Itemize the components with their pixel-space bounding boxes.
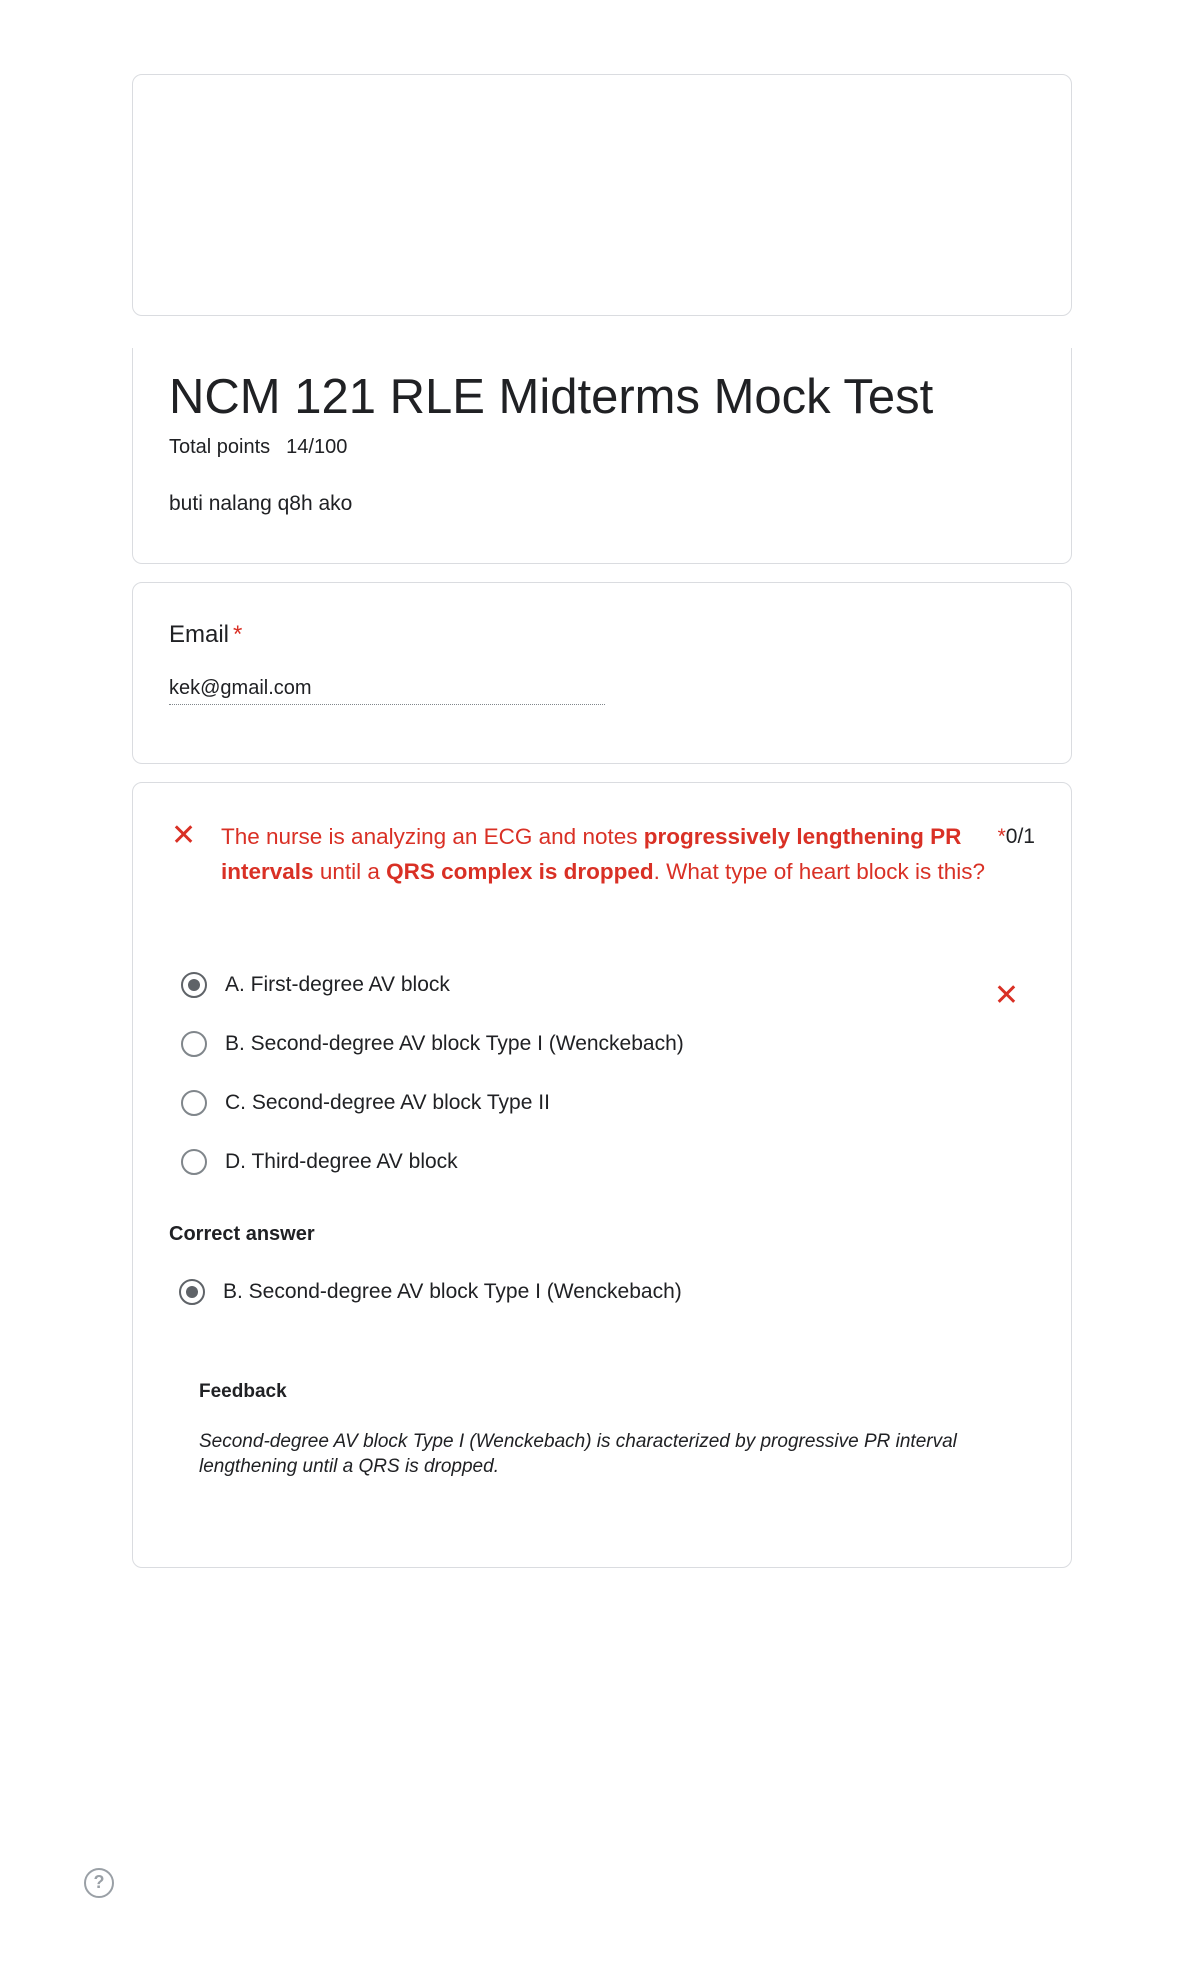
option-label: D. Third-degree AV block: [225, 1150, 458, 1173]
total-points: [169, 436, 347, 459]
help-icon[interactable]: ?: [84, 1868, 114, 1898]
option-b[interactable]: [181, 1027, 684, 1061]
option-c[interactable]: [181, 1086, 550, 1120]
form-title-card: [132, 348, 1072, 564]
radio-unselected[interactable]: [181, 1031, 207, 1057]
radio-unselected[interactable]: [181, 1090, 207, 1116]
option-d[interactable]: [181, 1145, 458, 1179]
question-text-part: The nurse is analyzing an ECG and notes: [221, 824, 644, 849]
required-mark: *: [233, 621, 243, 648]
email-field: kek@gmail.com: [169, 677, 605, 705]
form-description: buti nalang q8h ako: [169, 492, 353, 515]
option-label: B. Second-degree AV block Type I (Wenckebach): [225, 1032, 684, 1055]
correct-answer-text: B. Second-degree AV block Type I (Wenckebach): [223, 1280, 682, 1303]
question-card: [132, 782, 1072, 1568]
close-icon: ✕: [171, 818, 197, 853]
feedback-text: Second-degree AV block Type I (Wenckebach) is characterized by progressive PR interval lengthening until a QRS is dropped.: [199, 1431, 957, 1477]
option-label: A. First-degree AV block: [225, 973, 450, 996]
correct-answer-label: Correct answer: [169, 1223, 315, 1245]
email-label-text: Email: [169, 621, 230, 648]
question-score: [998, 819, 1035, 854]
question-text-bold: progressively lengthening PR intervals: [221, 824, 962, 884]
radio-selected: [179, 1279, 205, 1305]
question-text-part: . What type of heart block is this?: [653, 859, 986, 884]
correct-answer: [179, 1275, 682, 1309]
option-a[interactable]: [181, 968, 450, 1002]
total-points-label: Total points: [169, 436, 271, 458]
close-icon: ✕: [993, 978, 1019, 1013]
email-card: [132, 582, 1072, 764]
total-points-value: 14/100: [286, 436, 348, 458]
form-title: NCM 121 RLE Midterms Mock Test: [169, 370, 934, 424]
feedback-label: Feedback: [199, 1381, 287, 1402]
question-text-bold: QRS complex is dropped: [386, 859, 654, 884]
radio-selected[interactable]: [181, 972, 207, 998]
question-text: [221, 819, 1001, 889]
radio-unselected[interactable]: [181, 1149, 207, 1175]
required-mark: *: [997, 825, 1006, 848]
question-text-part: until a: [313, 859, 387, 884]
email-label: [169, 621, 242, 649]
header-image-card: [132, 74, 1072, 316]
score-value: 0/1: [1005, 825, 1035, 848]
option-label: C. Second-degree AV block Type II: [225, 1091, 550, 1114]
